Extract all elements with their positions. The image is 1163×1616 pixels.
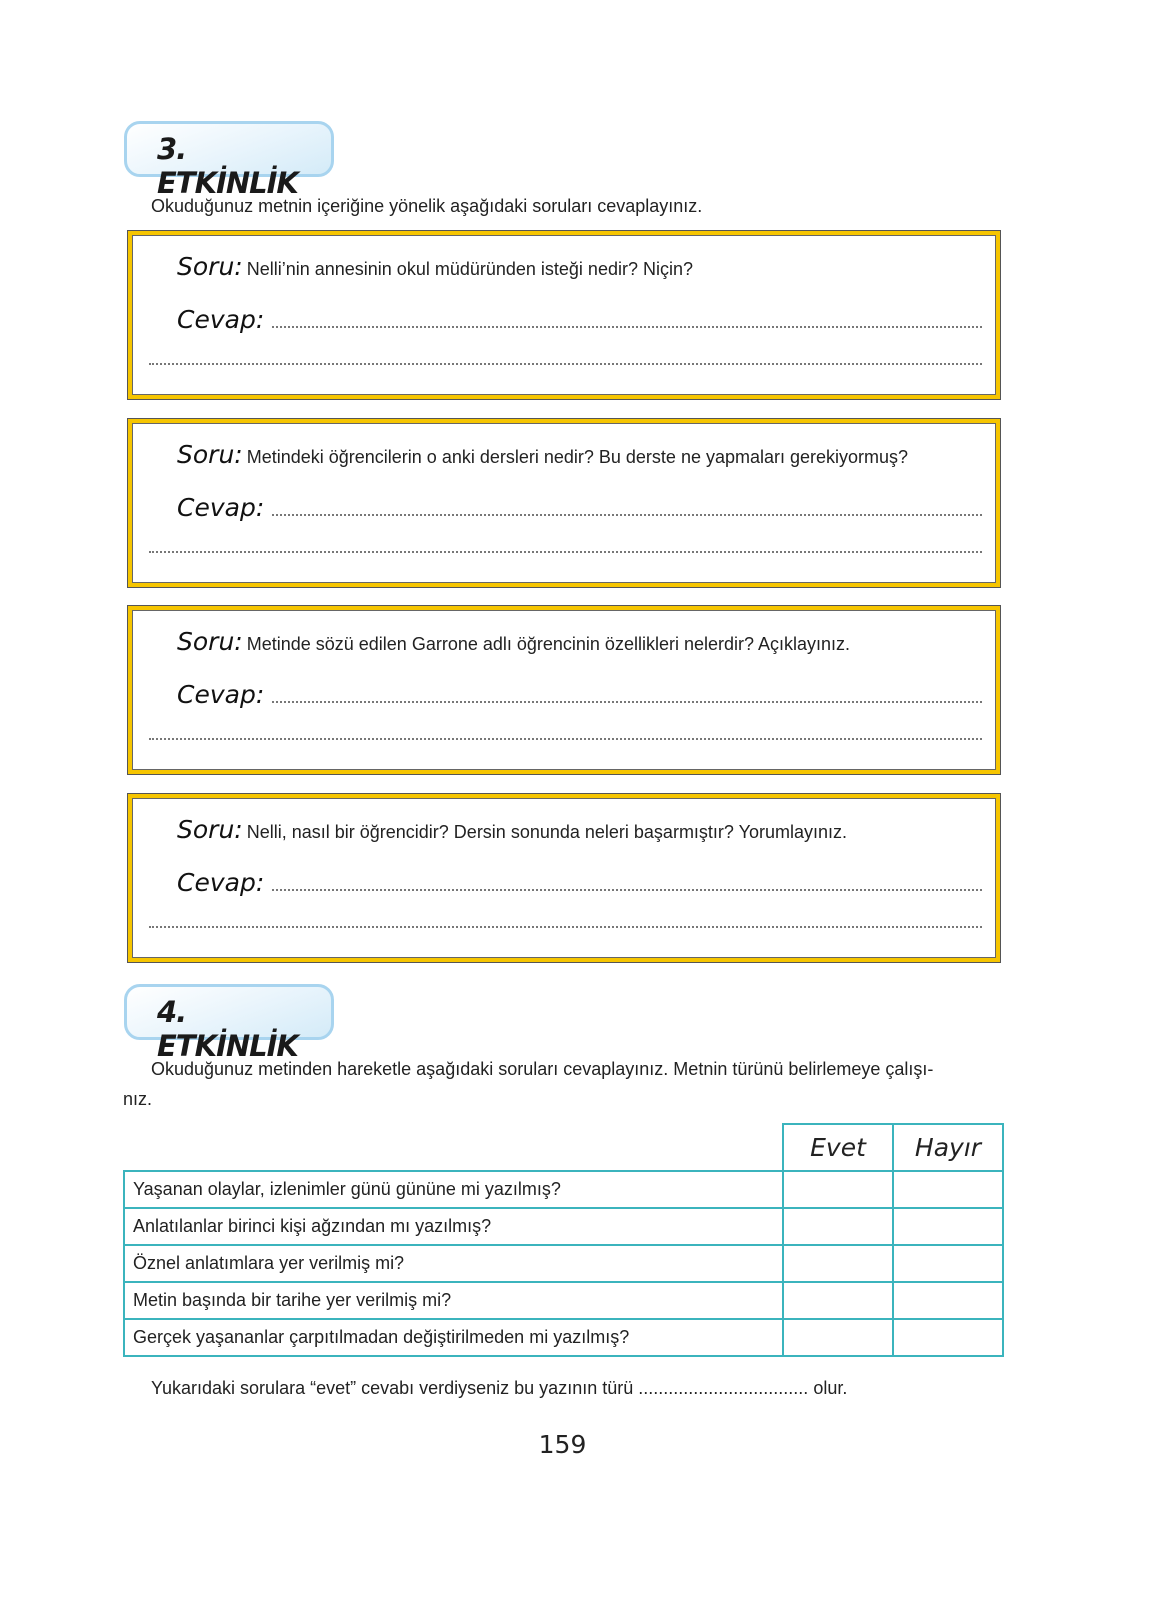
answer-label: Cevap:	[177, 493, 265, 522]
evet-cell[interactable]	[783, 1282, 893, 1319]
header-evet: Evet	[783, 1124, 893, 1171]
activity-3-badge	[124, 121, 334, 200]
row-question: Yaşanan olaylar, izlenimler günü gününe mi yazılmış?	[124, 1171, 783, 1208]
question-label: Soru:	[177, 627, 243, 656]
answer-line-2[interactable]	[149, 926, 982, 928]
answer-line[interactable]	[272, 308, 982, 328]
hayir-cell[interactable]	[893, 1208, 1003, 1245]
answer-line[interactable]	[272, 683, 982, 703]
row-question: Anlatılanlar birinci kişi ağzından mı yazılmış?	[124, 1208, 783, 1245]
answer-line-2[interactable]	[149, 551, 982, 553]
activity-4-title: 4. ETKİNLİK	[157, 995, 298, 1063]
hayir-cell[interactable]	[893, 1171, 1003, 1208]
table-row	[124, 1171, 1003, 1208]
question	[177, 252, 693, 281]
question-text: Metinde sözü edilen Garrone adlı öğrencinin özellikleri nelerdir? Açıklayınız.	[246, 634, 851, 654]
conclusion-text: Yukarıdaki sorulara “evet” cevabı verdiyseniz bu yazının türü	[151, 1378, 634, 1398]
conclusion-end: olur.	[813, 1378, 848, 1398]
conclusion-sentence	[151, 1378, 847, 1399]
table-header-row	[124, 1124, 1003, 1171]
question	[177, 440, 908, 469]
row-question: Öznel anlatımlara yer verilmiş mi?	[124, 1245, 783, 1282]
genre-answer-blank[interactable]: ..................................	[638, 1378, 809, 1398]
answer-line-2[interactable]	[149, 738, 982, 740]
hayir-cell[interactable]	[893, 1282, 1003, 1319]
answer-label: Cevap:	[177, 868, 265, 897]
question-label: Soru:	[177, 815, 243, 844]
activity-4-badge	[124, 984, 334, 1063]
page-number: 159	[538, 1430, 587, 1459]
question-label: Soru:	[177, 252, 243, 281]
hayir-cell[interactable]	[893, 1245, 1003, 1282]
question	[177, 627, 850, 656]
table-row	[124, 1319, 1003, 1356]
genre-checklist-table	[123, 1123, 1004, 1357]
evet-cell[interactable]	[783, 1171, 893, 1208]
answer-label: Cevap:	[177, 305, 265, 334]
question-text: Nelli’nin annesinin okul müdüründen isteği nedir? Niçin?	[246, 259, 693, 279]
question-label: Soru:	[177, 440, 243, 469]
answer-label: Cevap:	[177, 680, 265, 709]
activity-3-title: 3. ETKİNLİK	[157, 132, 298, 200]
hayir-cell[interactable]	[893, 1319, 1003, 1356]
table-row	[124, 1208, 1003, 1245]
question-box	[127, 605, 1001, 775]
answer-row	[177, 680, 982, 709]
question-box	[127, 230, 1001, 400]
answer-line-2[interactable]	[149, 363, 982, 365]
activity-4-instruction-cont: nız.	[123, 1089, 153, 1109]
activity-4-instruction: Okuduğunuz metinden hareketle aşağıdaki soruları cevaplayınız. Metnin türünü belirlemeye çalışı-	[151, 1059, 934, 1079]
evet-cell[interactable]	[783, 1245, 893, 1282]
row-question: Gerçek yaşananlar çarpıtılmadan değiştirilmeden mi yazılmış?	[124, 1319, 783, 1356]
answer-line[interactable]	[272, 496, 982, 516]
answer-row	[177, 493, 982, 522]
question-text: Metindeki öğrencilerin o anki dersleri nedir? Bu derste ne yapmaları gerekiyormuş?	[246, 447, 909, 467]
question-text: Nelli, nasıl bir öğrencidir? Dersin sonunda neleri başarmıştır? Yorumlayınız.	[246, 822, 848, 842]
evet-cell[interactable]	[783, 1208, 893, 1245]
row-question: Metin başında bir tarihe yer verilmiş mi?	[124, 1282, 783, 1319]
answer-row	[177, 305, 982, 334]
answer-line[interactable]	[272, 871, 982, 891]
table-row	[124, 1245, 1003, 1282]
answer-row	[177, 868, 982, 897]
evet-cell[interactable]	[783, 1319, 893, 1356]
header-hayir: Hayır	[893, 1124, 1003, 1171]
table-row	[124, 1282, 1003, 1319]
activity-3-instruction: Okuduğunuz metnin içeriğine yönelik aşağıdaki soruları cevaplayınız.	[151, 196, 703, 216]
question	[177, 815, 847, 844]
question-box	[127, 418, 1001, 588]
question-box	[127, 793, 1001, 963]
